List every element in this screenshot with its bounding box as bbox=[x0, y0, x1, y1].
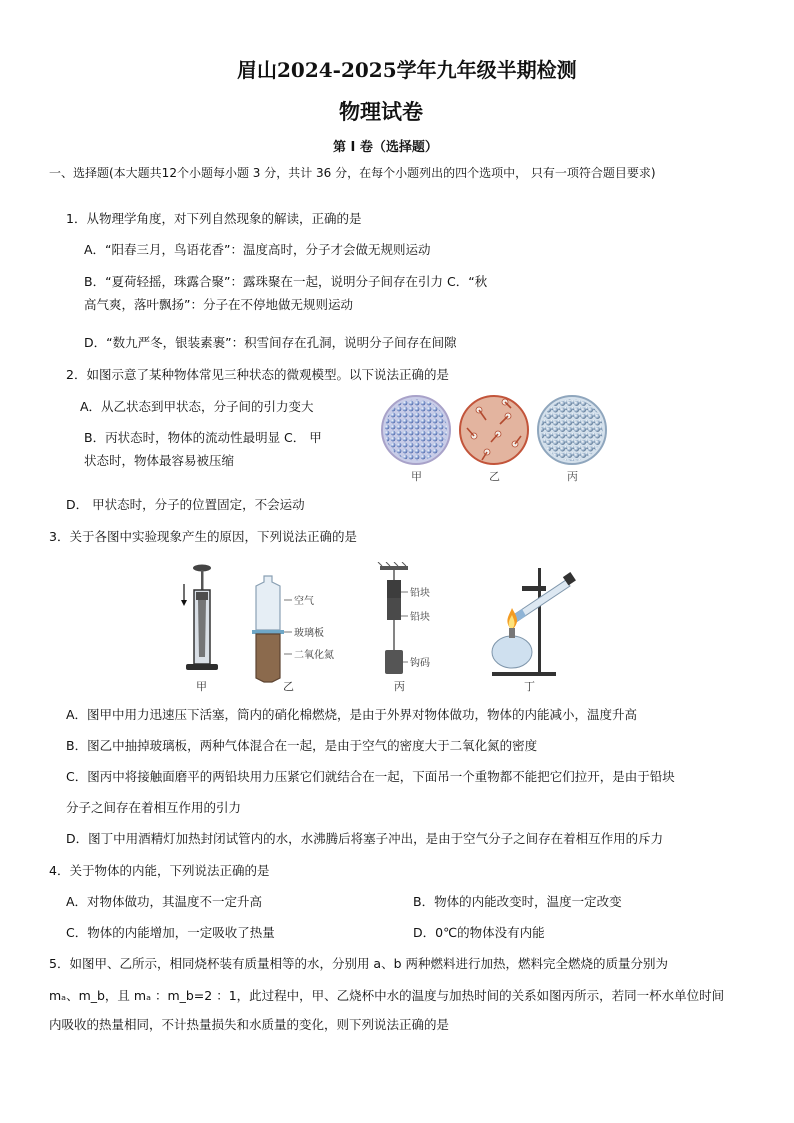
exam-subtitle: 物理试卷 bbox=[339, 99, 423, 124]
q2-state-models-figure bbox=[378, 394, 610, 484]
q3-option-d: D．图丁中用酒精灯加热封闭试管内的水，水沸腾后将塞子冲出，是由于空气分子之间存在着相互作用的斥力 bbox=[66, 831, 664, 846]
section-heading: 第 I 卷（选择题） bbox=[333, 140, 438, 155]
q5-stem-line3: 内吸收的热量相同，不计热量损失和水质量的变化，则下列说法正确的是 bbox=[49, 1017, 450, 1032]
q3-annot-weight: 钩码 bbox=[410, 658, 430, 669]
model-yi bbox=[460, 396, 528, 464]
q3-option-b: B．图乙中抽掉玻璃板，两种气体混合在一起，是由于空气的密度大于二氧化氮的密度 bbox=[66, 738, 538, 753]
q3-annot-air: 空气 bbox=[294, 596, 314, 607]
q3-option-a: A．图甲中用力迅速压下活塞，筒内的硝化棉燃烧，是由于外界对物体做功，物体的内能减小，温度升高 bbox=[66, 707, 638, 722]
q2-option-b: B．丙状态时，物体的流动性最明显 C． 甲 bbox=[84, 430, 322, 445]
q3-fig-label-yi: 乙 bbox=[283, 680, 294, 693]
q1-stem: 1．从物理学角度，对下列自然现象的解读，正确的是 bbox=[66, 211, 362, 226]
q3-annot-no2: 二氧化氮 bbox=[294, 650, 334, 661]
exam-title: 眉山2024-2025学年九年级半期检测 bbox=[237, 58, 577, 82]
q2-fig-label-yi: 乙 bbox=[489, 470, 500, 483]
q3-annot-lead2: 铅块 bbox=[410, 612, 430, 623]
q2-option-a: A．从乙状态到甲状态，分子间的引力变大 bbox=[80, 399, 314, 414]
q1-option-d: D．“数九严冬，银装素裹”：积雪间存在孔洞，说明分子间存在间隙 bbox=[84, 335, 457, 350]
fig-yi-diffusion-jars bbox=[252, 576, 334, 693]
q4-option-d: D．0℃的物体没有内能 bbox=[413, 925, 545, 940]
q2-fig-label-bing: 丙 bbox=[567, 470, 578, 483]
q1-option-b: B．“夏荷轻摇，珠露合聚”：露珠聚在一起，说明分子间存在引力 C．“秋 bbox=[84, 274, 488, 289]
q2-option-c: 状态时，物体最容易被压缩 bbox=[84, 453, 235, 468]
q1-option-c: 高气爽，落叶飘扬”：分子在不停地做无规则运动 bbox=[84, 297, 353, 312]
q4-option-b: B．物体的内能改变时，温度一定改变 bbox=[413, 894, 622, 909]
q3-annot-glass: 玻璃板 bbox=[294, 628, 324, 639]
q2-fig-label-jia: 甲 bbox=[411, 470, 422, 483]
q4-option-a: A．对物体做功，其温度不一定升高 bbox=[66, 894, 263, 909]
q3-option-c-cont: 分子之间存在着相互作用的引力 bbox=[66, 800, 242, 815]
q2-option-d: D． 甲状态时，分子的位置固定，不会运动 bbox=[66, 497, 305, 512]
q3-experiments-figure bbox=[172, 562, 592, 694]
q4-stem: 4．关于物体的内能，下列说法正确的是 bbox=[49, 863, 270, 878]
instructions: 一、选择题(本大题共12个小题每小题 3 分，共计 36 分，在每个小题列出的四个选项中， 只有一项符合题目要求) bbox=[49, 166, 656, 180]
fig-jia-compression-cylinder bbox=[181, 565, 218, 694]
q3-option-c: C．图丙中将接触面磨平的两铅块用力压紧它们就结合在一起，下面吊一个重物都不能把它们拉开，是由于铅块 bbox=[66, 769, 675, 784]
fig-ding-test-tube-lamp bbox=[492, 568, 576, 693]
q4-option-c: C．物体的内能增加，一定吸收了热量 bbox=[66, 925, 275, 940]
q3-fig-label-bing: 丙 bbox=[394, 680, 405, 693]
q3-fig-label-ding: 丁 bbox=[524, 680, 535, 693]
q2-stem: 2．如图示意了某种物体常见三种状态的微观模型。以下说法正确的是 bbox=[66, 367, 449, 382]
q3-fig-label-jia: 甲 bbox=[196, 680, 207, 693]
q3-annot-lead1: 铅块 bbox=[410, 588, 430, 599]
fig-bing-lead-blocks bbox=[378, 562, 430, 693]
q3-stem: 3．关于各图中实验现象产生的原因，下列说法正确的是 bbox=[49, 529, 357, 544]
q5-stem-line2: mₐ、m_b，且 mₐ ：m_b=2 ：1，此过程中，甲、乙烧杯中水的温度与加热时间的关系如图丙所示，若同一杯水单位时间 bbox=[49, 988, 725, 1003]
q5-stem-line1: 5．如图甲、乙所示，相同烧杯装有质量相等的水，分别用 a、b 两种燃料进行加热，燃料完全燃烧的质量分别为 bbox=[49, 956, 668, 971]
q1-option-a: A．“阳春三月，鸟语花香”：温度高时，分子才会做无规则运动 bbox=[84, 242, 431, 257]
